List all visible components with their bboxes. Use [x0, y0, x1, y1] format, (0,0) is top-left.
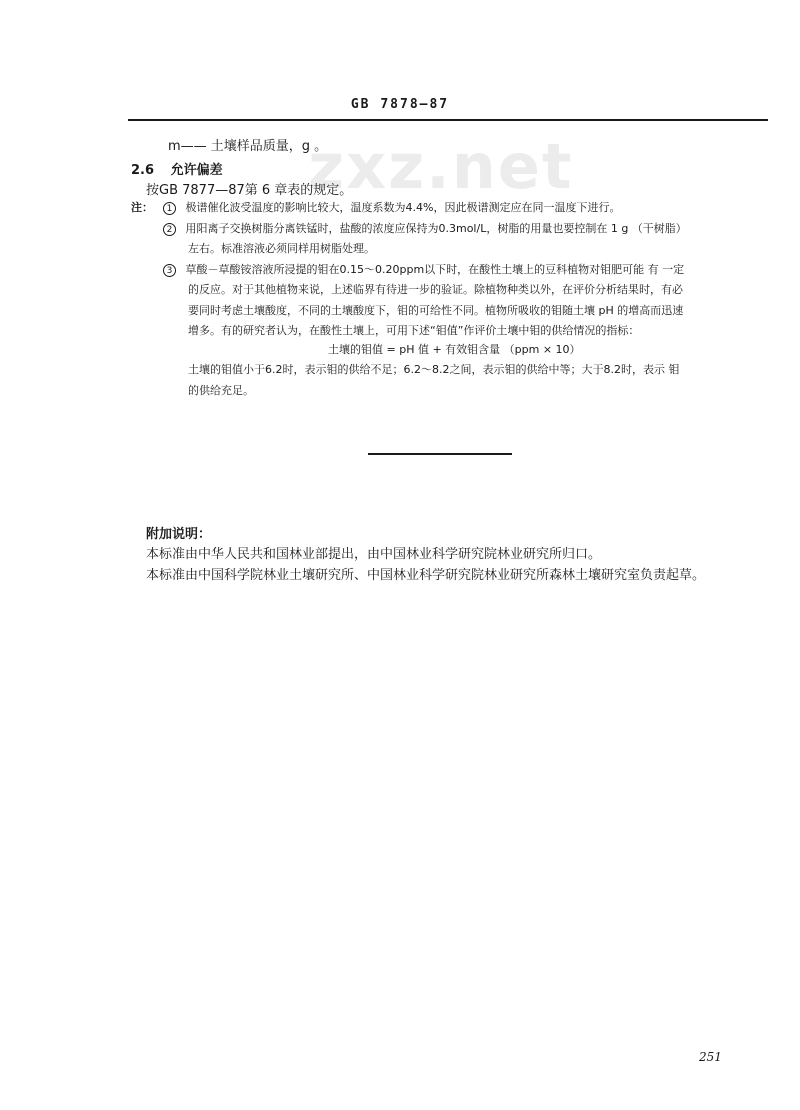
note-3-marker: 3 [163, 264, 176, 277]
appendix-line-1: 本标准由中华人民共和国林业部提出，由中国林业科学研究院林业研究所归口。 [146, 547, 602, 562]
note-2 [163, 220, 687, 236]
section-heading [131, 159, 223, 178]
note-3-line-3: 要同时考虑土壤酸度，不同的土壤酸度下，钼的可给性不同。植物所吸收的钼随土壤 pH 的增高而迅速 [188, 304, 684, 317]
note-1-line-1: 极谱催化波受温度的影响比较大，温度系数为4.4%，因此极谱测定应在同一温度下进行。 [185, 201, 621, 214]
note-3-after-line-2: 的供给充足。 [188, 384, 254, 397]
note-2-line-1: 用阳离子交换树脂分离铁锰时，盐酸的浓度应保持为0.3mol/L，树脂的用量也要控制在 1 g （干树脂） [185, 222, 687, 235]
appendix-title: 附加说明： [146, 527, 212, 542]
m-variable-line: m—— 土壤样品质量，g 。 [168, 139, 328, 154]
note-1 [163, 199, 620, 215]
note-1-marker: 1 [163, 202, 176, 215]
standard-code-header: GB 7878—87 [350, 97, 450, 112]
watermark: zxz.net [308, 130, 574, 203]
note-2-line-2: 左右。标准溶液必须同样用树脂处理。 [188, 242, 375, 255]
note-3 [163, 261, 684, 277]
section-number: 2.6 [131, 163, 155, 178]
notes-label: 注： [131, 201, 153, 214]
note-3-line-1: 草酸－草酸铵溶液所浸提的钼在0.15～0.20ppm以下时，在酸性土壤上的豆科植物对钼肥可能 有 一定 [185, 263, 685, 276]
molybdenum-value-formula: 土壤的钼值 = pH 值 + 有效钼含量 （ppm × 10） [328, 343, 581, 356]
section-title: 允许偏差 [170, 163, 223, 178]
appendix-line-2: 本标准由中国科学院林业土壤研究所、中国林业科学研究院林业研究所森林土壤研究室负责起草。 [146, 568, 706, 583]
note-3-line-4: 增多。有的研究者认为，在酸性土壤上，可用下述“钼值”作评价土壤中钼的供给情况的指标： [188, 324, 640, 337]
note-3-after-line-1: 土壤的钼值小于6.2时，表示钼的供给不足；6.2～8.2之间，表示钼的供给中等；大于8.2时，表示 钼 [188, 363, 680, 376]
section-text: 按GB 7877—87第 6 章表的规定。 [146, 183, 353, 198]
page-number: 251 [699, 1050, 722, 1064]
note-3-line-2: 的反应。对于其他植物来说，上述临界有待进一步的验证。除植物种类以外，在评价分析结果时，有必 [188, 283, 683, 296]
note-2-marker: 2 [163, 223, 176, 236]
end-rule [368, 453, 512, 455]
header-rule [128, 119, 768, 121]
